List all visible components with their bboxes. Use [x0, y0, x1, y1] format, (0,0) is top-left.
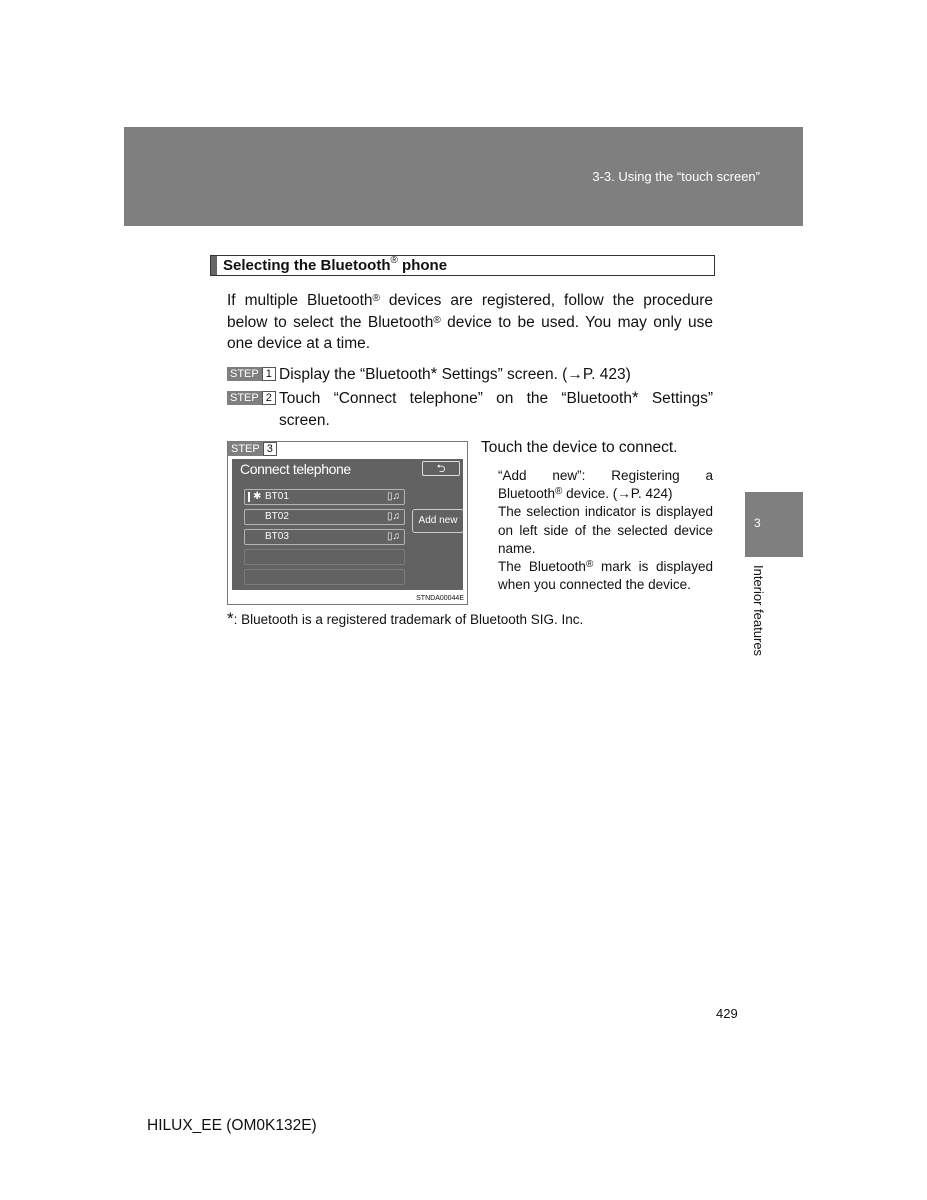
desc-selection-indicator: The selection indicator is displayed on left side of the selected device name. [498, 504, 713, 556]
desc-add-new: “Add new”: Registering a Bluetooth® device. (→P. 424) [498, 468, 713, 502]
intro-paragraph: If multiple Bluetooth® devices are registered, follow the procedure below to select the Bluetooth® device to be used. You may only use one device at a time. [227, 292, 714, 352]
page-number: 429 [716, 1006, 738, 1021]
section-title [210, 255, 715, 276]
bluetooth-icon: ✱ [253, 491, 262, 502]
screen-illustration [227, 441, 468, 605]
phone-music-icon: ▯♫ [386, 511, 400, 522]
section-label: 3-3. Using the “touch screen” [592, 169, 760, 184]
device-row-bt02[interactable] [244, 509, 405, 525]
device-name: BT01 [265, 491, 289, 502]
title-accent-bar [211, 256, 217, 275]
device-row-empty [244, 549, 405, 565]
device-name: BT02 [265, 511, 289, 522]
document-code: HILUX_EE (OM0K132E) [147, 1117, 317, 1134]
chapter-tab [745, 492, 803, 557]
step-3-badge: STEP 3 [228, 442, 277, 456]
step-badge: STEP 2 [227, 391, 276, 405]
step-1-text: Display the “Bluetooth* Settings” screen. (→P. 423) [279, 364, 631, 383]
chapter-number: 3 [754, 516, 761, 530]
step-2-text: Touch “Connect telephone” on the “Bluetooth* Settings” screen. [279, 388, 713, 429]
footnote: *: Bluetooth is a registered trademark of Bluetooth SIG. Inc. [227, 609, 584, 628]
phone-music-icon: ▯♫ [386, 491, 400, 502]
add-new-button[interactable]: Add new [412, 509, 463, 533]
device-row-empty [244, 569, 405, 585]
selection-indicator [248, 492, 250, 502]
device-row-bt03[interactable] [244, 529, 405, 545]
back-icon[interactable]: ⮌ [422, 461, 460, 476]
screen-title: Connect telephone [240, 461, 351, 477]
header-band [124, 127, 803, 226]
step-3-text: Touch the device to connect. [481, 439, 678, 456]
connect-telephone-screen [232, 459, 463, 590]
image-code: STNDA00044E [416, 595, 464, 602]
phone-music-icon: ▯♫ [386, 531, 400, 542]
desc-bluetooth-mark: The Bluetooth® mark is displayed when you connected the device. [498, 559, 713, 593]
chapter-label: Interior features [751, 565, 766, 657]
screen-description [498, 467, 713, 594]
section-title-text: Selecting the Bluetooth® phone [223, 255, 448, 274]
device-row-bt01[interactable] [244, 489, 405, 505]
device-name: BT03 [265, 531, 289, 542]
step-badge: STEP 1 [227, 367, 276, 381]
